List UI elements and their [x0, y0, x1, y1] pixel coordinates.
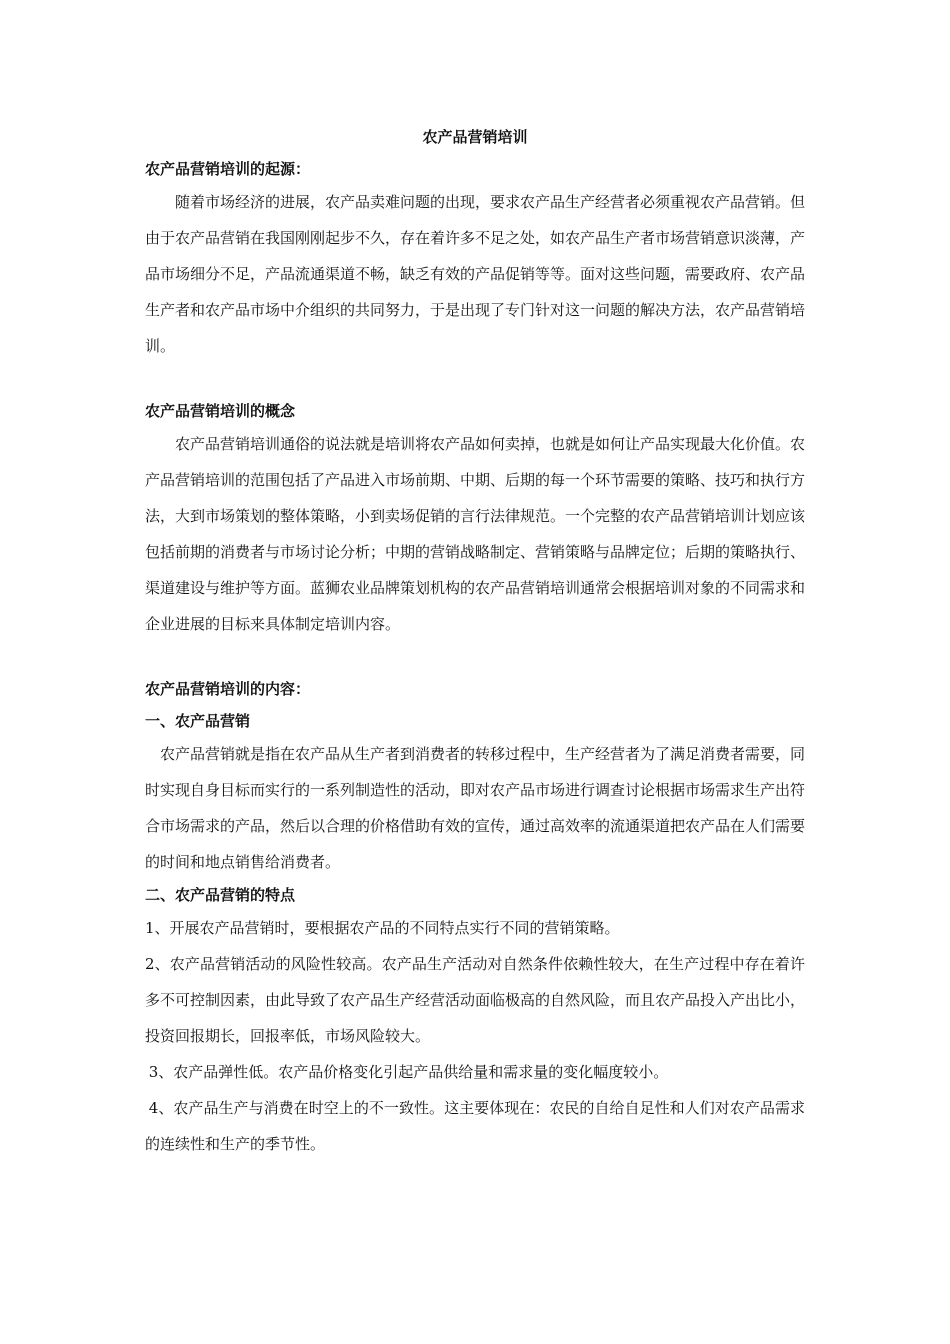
- section-heading-origin: 农产品营销培训的起源：: [145, 160, 311, 178]
- feature-item-1: 1、开展农产品营销时，要根据农产品的不同特点实行不同的营销策略。: [145, 919, 620, 937]
- subsection-heading-features: 二、农产品营销的特点: [145, 886, 296, 904]
- section-heading-concept: 农产品营销培训的概念: [145, 402, 296, 420]
- subsection-heading-marketing: 一、农产品营销: [145, 712, 251, 730]
- feature-item-4: 4、农产品生产与消费在时空上的不一致性。这主要体现在：农民的自给自足性和人们对农产品需求的连续性和生产的季节性。: [145, 1099, 805, 1153]
- feature-item-3: 3、农产品弹性低。农产品价格变化引起产品供给量和需求量的变化幅度较小。: [148, 1063, 669, 1081]
- feature-item-2: 2、农产品营销活动的风险性较高。农产品生产活动对自然条件依赖性较大，在生产过程中存在着许多不可控制因素，由此导致了农产品生产经营活动面临极高的自然风险，而且农产品投入产出比小，投资回报期长，回报率低，市场风险较大。: [145, 955, 806, 1045]
- subsection-body-marketing: 农产品营销就是指在农产品从生产者到消费者的转移过程中，生产经营者为了满足消费者需要，同时实现自身目标而实行的一系列制造性的活动，即对农产品市场进行调查讨论根据市场需求生产出符合市场需求的产品，然后以合理的价格借助有效的宣传，通过高效率的流通渠道把农产品在人们需要的时间和地点销售给消费者。: [145, 745, 806, 871]
- section-body-concept: 农产品营销培训通俗的说法就是培训将农产品如何卖掉，也就是如何让产品实现最大化价值。农产品营销培训的范围包括了产品进入市场前期、中期、后期的每一个环节需要的策略、技巧和执行方法，大到市场策划的整体策略，小到卖场促销的言行法律规范。一个完整的农产品营销培训计划应该包括前期的消费者与市场讨论分析；中期的营销战略制定、营销策略与品牌定位；后期的策略执行、渠道建设与维护等方面。蓝狮农业品牌策划机构的农产品营销培训通常会根据培训对象的不同需求和企业进展的目标来具体制定培训内容。: [145, 435, 806, 633]
- document-body: [145, 124, 805, 1162]
- document-title: 农产品营销培训: [422, 128, 528, 146]
- section-body-origin: 随着市场经济的进展，农产品卖难问题的出现，要求农产品生产经营者必须重视农产品营销。但由于农产品营销在我国刚刚起步不久，存在着许多不足之处，如农产品生产者市场营销意识淡薄，产品市场细分不足，产品流通渠道不畅，缺乏有效的产品促销等等。面对这些问题，需要政府、农产品生产者和农产品市场中介组织的共同努力，于是出现了专门针对这一问题的解决方法，农产品营销培训。: [145, 193, 806, 355]
- section-heading-content: 农产品营销培训的内容：: [145, 680, 311, 698]
- spacer: [145, 364, 805, 396]
- spacer: [145, 642, 805, 674]
